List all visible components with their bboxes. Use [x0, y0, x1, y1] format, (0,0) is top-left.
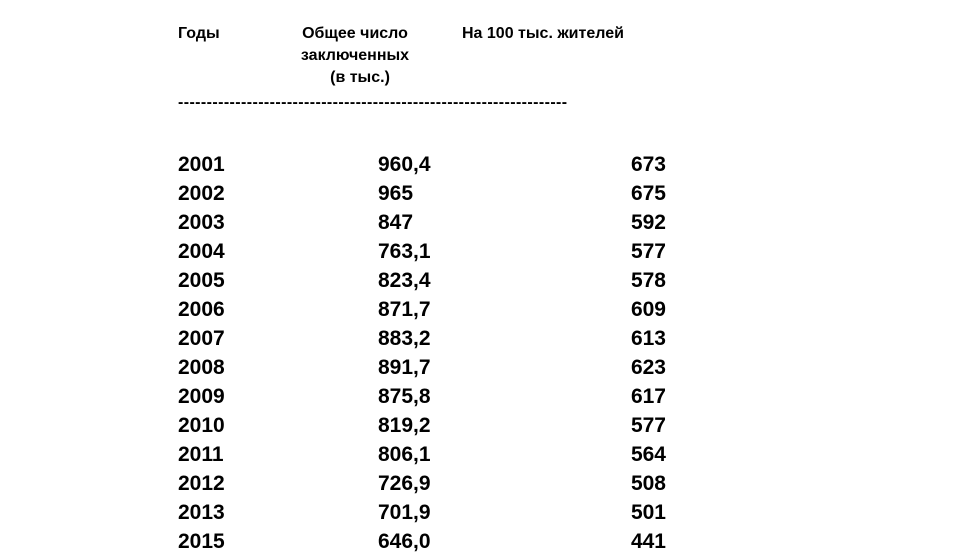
rate-cell: 673 — [630, 153, 666, 176]
table-row — [0, 179, 960, 208]
year-cell: 2007 — [178, 327, 225, 350]
year-cell: 2011 — [178, 443, 224, 466]
rate-cell: 577 — [630, 414, 666, 437]
year-cell: 2006 — [178, 298, 225, 321]
table-row — [0, 440, 960, 469]
header-per-100k: На 100 тыс. жителей — [462, 25, 624, 42]
total-cell: 763,1 — [378, 240, 431, 263]
rate-cell: 613 — [630, 327, 666, 350]
rate-cell: 592 — [630, 211, 666, 234]
total-cell: 823,4 — [378, 269, 431, 292]
year-cell: 2015 — [178, 530, 225, 553]
table-row — [0, 353, 960, 382]
rate-cell: 578 — [630, 269, 666, 292]
year-cell: 2009 — [178, 385, 225, 408]
table-row — [0, 382, 960, 411]
table-row — [0, 498, 960, 527]
total-cell: 701,9 — [378, 501, 431, 524]
year-cell: 2012 — [178, 472, 225, 495]
table-row — [0, 266, 960, 295]
header-total-line-1: Общее число — [302, 25, 408, 42]
total-cell: 960,4 — [378, 153, 431, 176]
year-cell: 2005 — [178, 269, 225, 292]
year-cell: 2013 — [178, 501, 225, 524]
table-row — [0, 237, 960, 266]
rate-cell: 609 — [630, 298, 666, 321]
table-row — [0, 527, 960, 556]
year-cell: 2002 — [178, 182, 225, 205]
rate-cell: 501 — [630, 501, 666, 524]
total-cell: 891,7 — [378, 356, 431, 379]
header-total-line-2: заключенных — [300, 47, 410, 64]
table-row — [0, 469, 960, 498]
table-row — [0, 295, 960, 324]
rate-cell: 508 — [630, 472, 666, 495]
table-row — [0, 324, 960, 353]
total-cell: 806,1 — [378, 443, 431, 466]
table-row — [0, 208, 960, 237]
table-body — [0, 150, 960, 556]
header-total-line-3: (в тыс.) — [330, 69, 390, 86]
year-cell: 2003 — [178, 211, 225, 234]
header-total-prisoners — [250, 23, 460, 89]
header-years: Годы — [178, 25, 220, 42]
total-cell: 726,9 — [378, 472, 431, 495]
year-cell: 2010 — [178, 414, 225, 437]
year-cell: 2004 — [178, 240, 225, 263]
total-cell: 847 — [378, 211, 414, 234]
total-cell: 646,0 — [378, 530, 431, 553]
total-cell: 883,2 — [378, 327, 431, 350]
rate-cell: 623 — [630, 356, 666, 379]
total-cell: 875,8 — [378, 385, 431, 408]
year-cell: 2008 — [178, 356, 225, 379]
rate-cell: 577 — [630, 240, 666, 263]
rate-cell: 441 — [630, 530, 666, 553]
table-row — [0, 411, 960, 440]
total-cell: 819,2 — [378, 414, 431, 437]
dashed-divider: -------------------------------------------------------------------- — [178, 94, 568, 111]
rate-cell: 564 — [630, 443, 666, 466]
table-row — [0, 150, 960, 179]
year-cell: 2001 — [178, 153, 225, 176]
rate-cell: 675 — [630, 182, 666, 205]
total-cell: 965 — [378, 182, 414, 205]
rate-cell: 617 — [630, 385, 666, 408]
total-cell: 871,7 — [378, 298, 431, 321]
